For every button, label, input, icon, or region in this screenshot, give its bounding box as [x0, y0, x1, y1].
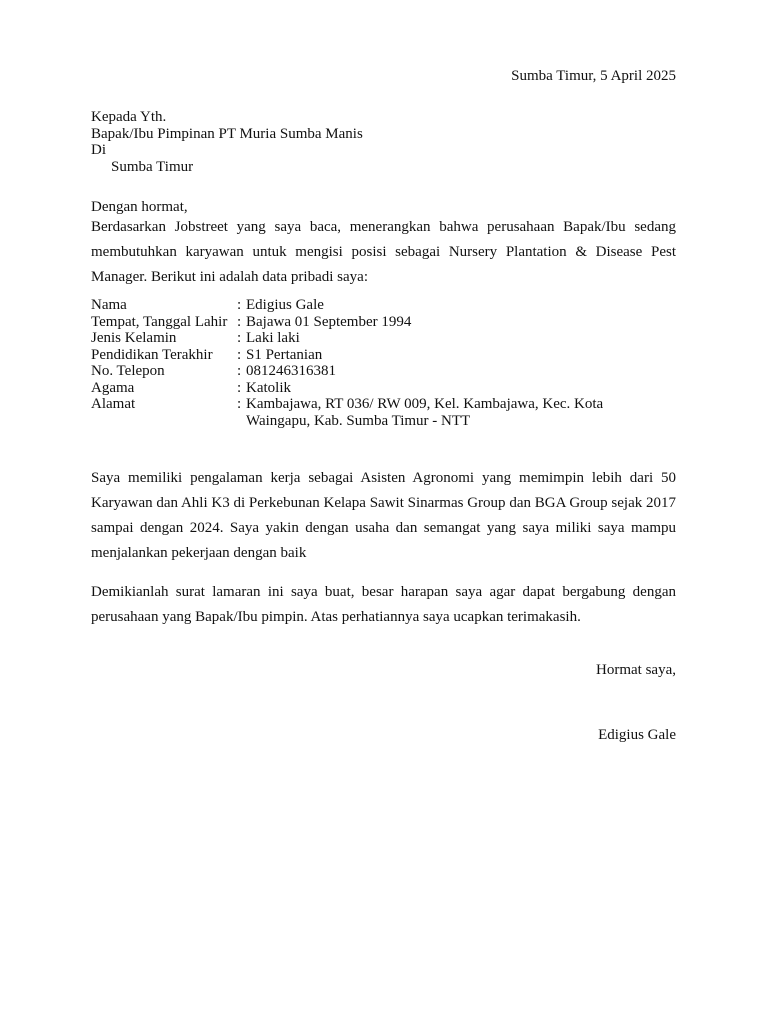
data-value: Bajawa 01 September 1994	[246, 313, 412, 330]
place-date: Sumba Timur, 5 April 2025	[511, 68, 676, 84]
personal-data-row	[91, 314, 677, 331]
recipient-location: Sumba Timur	[111, 158, 194, 175]
data-value: Kambajawa, RT 036/ RW 009, Kel. Kambajawa, Kec. Kota	[246, 396, 604, 412]
data-label: Agama	[91, 379, 135, 396]
recipient-di: Di	[91, 142, 106, 158]
intro-paragraph: Berdasarkan Jobstreet yang saya baca, menerangkan bahwa perusahaan Bapak/Ibu sedang membutuhkan karyawan untuk mengisi posisi sebagai Nursery Plantation & Disease Pest Manager. Berikut ini adalah data pribadi saya:	[91, 219, 676, 285]
data-label: Jenis Kelamin	[91, 330, 177, 346]
data-value: Edigius Gale	[246, 297, 324, 313]
personal-data-row	[91, 297, 677, 314]
experience-paragraph: Saya memiliki pengalaman kerja sebagai Asisten Agronomi yang memimpin lebih dari 50 Karyawan dan Ahli K3 di Perkebunan Kelapa Sawit Sinarmas Group dan BGA Group sejak 2017 sampai dengan 2024. Saya yakin dengan usaha dan semangat yang saya miliki saya mampu menjalankan pekerjaan dengan baik	[91, 470, 676, 561]
personal-data-row	[91, 396, 677, 429]
data-label: Nama	[91, 297, 127, 313]
data-label: No. Telepon	[91, 363, 165, 379]
data-colon: :	[237, 379, 242, 396]
personal-data-row	[91, 330, 677, 347]
recipient-name: Bapak/Ibu Pimpinan PT Muria Sumba Manis	[91, 125, 363, 142]
recipient-block	[91, 109, 676, 175]
data-colon: :	[237, 330, 242, 346]
personal-data-row	[91, 363, 677, 380]
data-label: Alamat	[91, 396, 136, 412]
data-colon: :	[237, 396, 242, 412]
data-value: Katolik	[246, 379, 291, 396]
personal-data-table	[91, 297, 677, 429]
regards: Hormat saya,	[596, 662, 676, 678]
signature-name: Edigius Gale	[598, 727, 676, 743]
data-label: Pendidikan Terakhir	[91, 346, 213, 363]
personal-data-row	[91, 380, 677, 397]
data-colon: :	[237, 313, 242, 330]
data-colon: :	[237, 297, 242, 313]
data-value-continued: Waingapu, Kab. Sumba Timur - NTT	[246, 412, 471, 429]
recipient-salutation: Kepada Yth.	[91, 109, 167, 125]
greeting: Dengan hormat,	[91, 199, 188, 215]
closing-paragraph: Demikianlah surat lamaran ini saya buat, besar harapan saya agar dapat bergabung dengan perusahaan yang Bapak/Ibu pimpin. Atas perhatiannya saya ucapkan terimakasih.	[91, 584, 676, 625]
data-label: Tempat, Tanggal Lahir	[91, 313, 228, 330]
data-value: 081246316381	[246, 363, 336, 379]
data-value: Laki laki	[246, 330, 300, 346]
personal-data-row	[91, 347, 677, 364]
data-colon: :	[237, 346, 242, 363]
data-colon: :	[237, 363, 242, 379]
data-value: S1 Pertanian	[246, 346, 323, 363]
